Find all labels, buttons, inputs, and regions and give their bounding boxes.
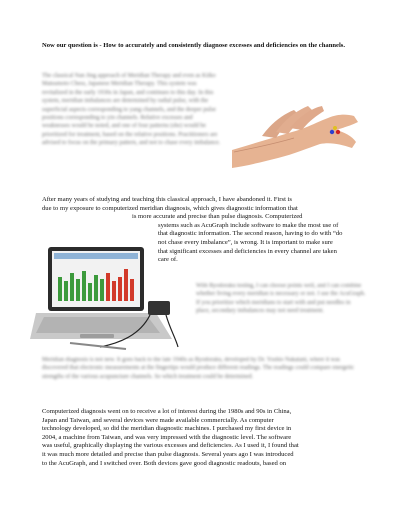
laptop-acugraph-image <box>30 243 180 355</box>
para-line: not chase every imbalance”, is wrong. It is important to make sure <box>158 238 333 246</box>
para-line: to the AcuGraph, and I switched over. Both devices gave good diagnostic readouts, based on <box>42 459 287 467</box>
para-line: care of. <box>158 256 178 264</box>
para-line: Japan and Taiwan, and several devices were made available commercially. As computer <box>42 416 274 424</box>
hand-with-electrodes-image <box>232 92 362 180</box>
para-line: that diagnostic information. The second reason, having to do with “do <box>158 230 343 238</box>
blurred-intro-paragraph: The classical Nan Jing approach of Meridian Therapy and even as Kiiko Matsumoto Chess, Japanese Meridian Therapy. This system was revitalized in the early 1930s in Japan, and continues to this day. In this system, meridian imbalances are determined by radial pulse, with the superficial aspects corresponding to yang channels, and the deeper pulse positions corresponding to yin channels. Relative excesses and weaknesses would be noted, and one of four patterns (she) would be prioritized for treatment, based on the relative positions. Practitioners are advised to focus on the primary pattern, and not to chase every imbalance. <box>42 73 221 147</box>
para-line: 2004, a machine from Taiwan, and was very impressed with the diagnostic level. The software <box>42 433 292 441</box>
para-line: it was much more detailed and precise than pulse diagnosis. Several years ago I was introduced <box>42 450 294 458</box>
blurred-side-paragraph: With Ryodoraku testing, I can choose points well, and I can combine whether living every meridian is necessary or not. I use the AcuGraph. If you prioritize which meridians to start with and put needles in place, secondary imbalances may not need treatment. <box>196 283 366 315</box>
blurred-middle-paragraph: Meridian diagnosis is not new. It goes back to the late 1940s as Ryodoraku, developed by Dr. Yoshio Nakatani, where it was discovered that electronic measurements at the fingertips would produce different readings. The readings could compare energetic strengths of the various acupuncture channels. So which treatment could be determined. <box>42 357 355 380</box>
para-line: due to my exposure to computerized meridian diagnosis, which gives diagnostic information that <box>42 204 298 212</box>
para-line: is more accurate and precise than pulse diagnosis. Computerized <box>132 213 303 221</box>
para-line: systems such as AcuGraph include software to make the most use of <box>158 221 339 229</box>
blue-electrode-icon <box>330 130 334 134</box>
bottom-paragraph <box>42 408 362 468</box>
red-electrode-icon <box>336 130 340 134</box>
section-heading: Now our question is - How to accurately and consistently diagnose excesses and deficiencies on the channels. <box>42 42 346 49</box>
para-line: technology developed, so did the meridian diagnostic machines. I purchased my first device in <box>42 425 292 433</box>
para-line: was useful, graphically displaying the various excesses and deficiencies. As I used it, I found that <box>42 442 299 450</box>
yellow-electrode-icon <box>333 126 337 130</box>
para-line: Computerized diagnosis went on to receive a lot of interest during the 1980s and 90s in China, <box>42 408 292 415</box>
para-line: After many years of studying and teaching this classical approach, I have abandoned it. First is <box>42 196 292 203</box>
para-line: that significant excesses and deficiencies in every channel are taken <box>158 247 337 255</box>
